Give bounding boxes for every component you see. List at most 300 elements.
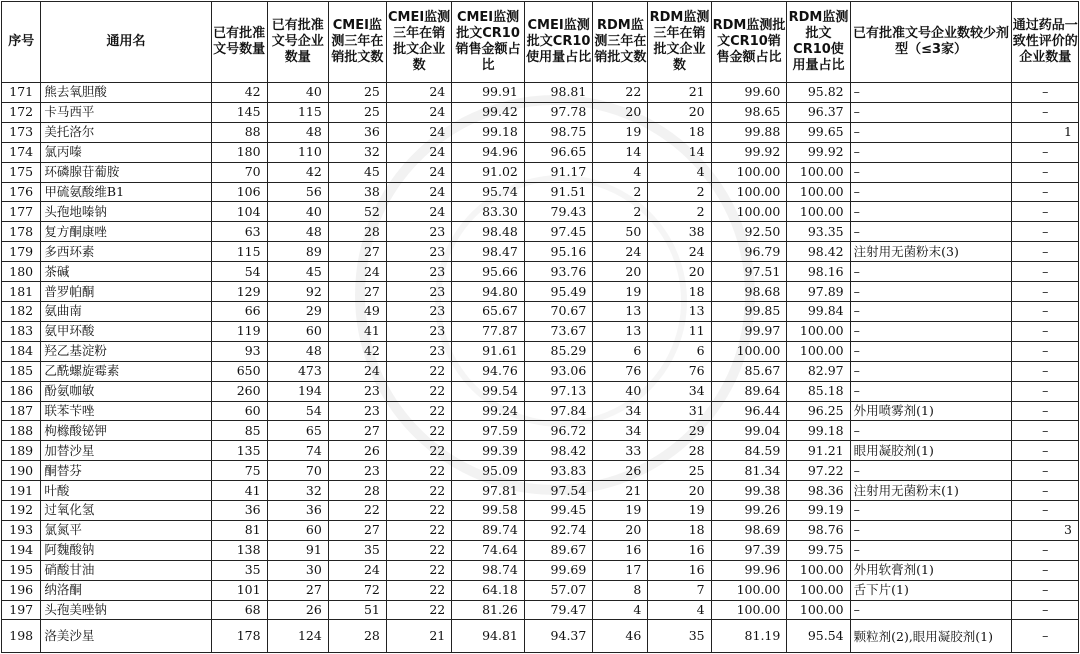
cmei-active-companies: 22 (386, 441, 451, 461)
cmei-cr10-usage-share: 98.75 (524, 122, 592, 142)
row-index: 171 (2, 83, 41, 103)
rdm-cr10-sales-share: 99.88 (711, 122, 787, 142)
consistency-eval-companies: – (1012, 262, 1079, 282)
approvals-count: 36 (211, 501, 267, 521)
cmei-active-approvals: 27 (328, 520, 386, 540)
row-index: 173 (2, 122, 41, 142)
rdm-cr10-usage-share: 98.76 (787, 520, 850, 540)
cmei-active-companies: 23 (386, 282, 451, 302)
col-header: CMEI监测批文CR10销售金额占比 (452, 2, 525, 83)
consistency-eval-companies: – (1012, 341, 1079, 361)
table-row (2, 83, 1079, 103)
rdm-cr10-usage-share: 100.00 (787, 162, 850, 182)
few-company-dosage-forms: 眼用凝胶剂(1) (850, 441, 1012, 461)
table-row (2, 501, 1079, 521)
few-company-dosage-forms: 舌下片(1) (850, 580, 1012, 600)
drug-name: 酚氨咖敏 (41, 381, 211, 401)
approval-companies: 45 (267, 262, 328, 282)
rdm-active-companies: 11 (648, 321, 711, 341)
row-index: 176 (2, 182, 41, 202)
col-header: 已有批准文号企业数量 (267, 2, 328, 83)
cmei-active-approvals: 35 (328, 540, 386, 560)
drug-name: 氯丙嗪 (41, 142, 211, 162)
cmei-cr10-usage-share: 97.78 (524, 102, 592, 122)
approval-companies: 74 (267, 441, 328, 461)
rdm-active-companies: 18 (648, 520, 711, 540)
rdm-cr10-usage-share: 100.00 (787, 600, 850, 620)
row-index: 186 (2, 381, 41, 401)
few-company-dosage-forms: – (850, 321, 1012, 341)
table-row (2, 301, 1079, 321)
few-company-dosage-forms: 注射用无菌粉末(1) (850, 481, 1012, 501)
row-index: 175 (2, 162, 41, 182)
rdm-cr10-usage-share: 100.00 (787, 560, 850, 580)
approval-companies: 194 (267, 381, 328, 401)
consistency-eval-companies: – (1012, 182, 1079, 202)
rdm-cr10-usage-share: 93.35 (787, 222, 850, 242)
approval-companies: 32 (267, 481, 328, 501)
drug-name: 氨甲环酸 (41, 321, 211, 341)
rdm-cr10-usage-share: 98.42 (787, 242, 850, 262)
few-company-dosage-forms: – (850, 461, 1012, 481)
table-row (2, 441, 1079, 461)
approvals-count: 135 (211, 441, 267, 461)
few-company-dosage-forms: – (850, 142, 1012, 162)
cmei-cr10-sales-share: 99.18 (452, 122, 525, 142)
cmei-active-approvals: 41 (328, 321, 386, 341)
rdm-active-approvals: 19 (593, 501, 648, 521)
cmei-active-approvals: 24 (328, 560, 386, 580)
cmei-cr10-sales-share: 89.74 (452, 520, 525, 540)
rdm-cr10-sales-share: 100.00 (711, 600, 787, 620)
table-row (2, 262, 1079, 282)
consistency-eval-companies: – (1012, 142, 1079, 162)
cmei-cr10-sales-share: 74.64 (452, 540, 525, 560)
row-index: 193 (2, 520, 41, 540)
rdm-active-companies: 2 (648, 202, 711, 222)
consistency-eval-companies: – (1012, 481, 1079, 501)
cmei-cr10-usage-share: 94.37 (524, 620, 592, 653)
cmei-cr10-sales-share: 98.74 (452, 560, 525, 580)
consistency-eval-companies: – (1012, 222, 1079, 242)
approvals-count: 129 (211, 282, 267, 302)
rdm-cr10-usage-share: 100.00 (787, 341, 850, 361)
rdm-active-approvals: 34 (593, 421, 648, 441)
approval-companies: 48 (267, 222, 328, 242)
rdm-active-companies: 16 (648, 540, 711, 560)
col-header: RDM监测批文CR10销售金额占比 (711, 2, 787, 83)
cmei-active-approvals: 28 (328, 222, 386, 242)
table-row (2, 600, 1079, 620)
cmei-cr10-usage-share: 93.06 (524, 361, 592, 381)
table-row (2, 580, 1079, 600)
cmei-active-approvals: 32 (328, 142, 386, 162)
drug-name: 洛美沙星 (41, 620, 211, 653)
rdm-cr10-usage-share: 100.00 (787, 182, 850, 202)
approvals-count: 85 (211, 421, 267, 441)
approvals-count: 60 (211, 401, 267, 421)
table-row (2, 361, 1079, 381)
table-row (2, 620, 1079, 653)
approvals-count: 178 (211, 620, 267, 653)
rdm-cr10-usage-share: 99.84 (787, 301, 850, 321)
drug-name: 头孢美唑钠 (41, 600, 211, 620)
cmei-active-approvals: 45 (328, 162, 386, 182)
cmei-active-approvals: 49 (328, 301, 386, 321)
consistency-eval-companies: – (1012, 560, 1079, 580)
rdm-cr10-sales-share: 92.50 (711, 222, 787, 242)
rdm-active-companies: 20 (648, 481, 711, 501)
table-row (2, 282, 1079, 302)
rdm-active-approvals: 13 (593, 321, 648, 341)
approval-companies: 56 (267, 182, 328, 202)
consistency-eval-companies: – (1012, 441, 1079, 461)
row-index: 180 (2, 262, 41, 282)
cmei-active-companies: 22 (386, 520, 451, 540)
row-index: 182 (2, 301, 41, 321)
rdm-active-approvals: 21 (593, 481, 648, 501)
approval-companies: 48 (267, 341, 328, 361)
table-row (2, 481, 1079, 501)
rdm-cr10-sales-share: 96.79 (711, 242, 787, 262)
rdm-cr10-usage-share: 82.97 (787, 361, 850, 381)
table-row (2, 122, 1079, 142)
cmei-cr10-usage-share: 93.76 (524, 262, 592, 282)
cmei-active-approvals: 36 (328, 122, 386, 142)
cmei-active-companies: 22 (386, 560, 451, 580)
cmei-cr10-usage-share: 79.43 (524, 202, 592, 222)
consistency-eval-companies: – (1012, 202, 1079, 222)
rdm-active-companies: 7 (648, 580, 711, 600)
cmei-active-companies: 22 (386, 501, 451, 521)
rdm-active-approvals: 20 (593, 520, 648, 540)
drug-name: 过氧化氢 (41, 501, 211, 521)
table-row (2, 182, 1079, 202)
cmei-cr10-usage-share: 91.51 (524, 182, 592, 202)
cmei-cr10-sales-share: 99.42 (452, 102, 525, 122)
rdm-cr10-sales-share: 98.65 (711, 102, 787, 122)
rdm-active-approvals: 26 (593, 461, 648, 481)
drug-name: 甲硫氨酸维B1 (41, 182, 211, 202)
rdm-cr10-sales-share: 85.67 (711, 361, 787, 381)
col-header: 已有批准文号企业数较少剂型（≤3家） (850, 2, 1012, 83)
col-header: CMEI监测三年在销批文企业数 (386, 2, 451, 83)
drug-name: 头孢地嗪钠 (41, 202, 211, 222)
row-index: 189 (2, 441, 41, 461)
row-index: 187 (2, 401, 41, 421)
consistency-eval-companies: – (1012, 620, 1079, 653)
rdm-cr10-sales-share: 98.69 (711, 520, 787, 540)
row-index: 197 (2, 600, 41, 620)
col-header: CMEI监测三年在销批文数 (328, 2, 386, 83)
row-index: 188 (2, 421, 41, 441)
rdm-cr10-sales-share: 99.92 (711, 142, 787, 162)
rdm-active-approvals: 46 (593, 620, 648, 653)
cmei-active-companies: 22 (386, 421, 451, 441)
few-company-dosage-forms: – (850, 282, 1012, 302)
rdm-active-companies: 21 (648, 83, 711, 103)
drug-name: 美托洛尔 (41, 122, 211, 142)
drug-name: 普罗帕酮 (41, 282, 211, 302)
approvals-count: 119 (211, 321, 267, 341)
rdm-active-companies: 38 (648, 222, 711, 242)
table-row (2, 321, 1079, 341)
rdm-cr10-sales-share: 81.19 (711, 620, 787, 653)
rdm-cr10-usage-share: 95.82 (787, 83, 850, 103)
approval-companies: 26 (267, 600, 328, 620)
rdm-cr10-sales-share: 98.68 (711, 282, 787, 302)
cmei-active-approvals: 22 (328, 501, 386, 521)
drug-name: 卡马西平 (41, 102, 211, 122)
cmei-cr10-sales-share: 95.74 (452, 182, 525, 202)
cmei-active-companies: 22 (386, 401, 451, 421)
rdm-cr10-usage-share: 96.25 (787, 401, 850, 421)
rdm-active-companies: 76 (648, 361, 711, 381)
approval-companies: 70 (267, 461, 328, 481)
rdm-cr10-sales-share: 97.51 (711, 262, 787, 282)
cmei-cr10-sales-share: 77.87 (452, 321, 525, 341)
cmei-active-companies: 22 (386, 600, 451, 620)
rdm-active-companies: 18 (648, 122, 711, 142)
drug-name: 多西环素 (41, 242, 211, 262)
cmei-active-companies: 24 (386, 162, 451, 182)
cmei-active-approvals: 42 (328, 341, 386, 361)
rdm-active-approvals: 19 (593, 122, 648, 142)
approvals-count: 93 (211, 341, 267, 361)
cmei-active-companies: 22 (386, 580, 451, 600)
cmei-active-approvals: 23 (328, 381, 386, 401)
table-row (2, 520, 1079, 540)
few-company-dosage-forms: 外用喷雾剂(1) (850, 401, 1012, 421)
rdm-cr10-usage-share: 100.00 (787, 580, 850, 600)
cmei-cr10-usage-share: 73.67 (524, 321, 592, 341)
cmei-cr10-usage-share: 96.72 (524, 421, 592, 441)
cmei-active-approvals: 38 (328, 182, 386, 202)
rdm-active-approvals: 16 (593, 540, 648, 560)
row-index: 177 (2, 202, 41, 222)
approval-companies: 60 (267, 520, 328, 540)
rdm-cr10-usage-share: 98.16 (787, 262, 850, 282)
drug-table (1, 1, 1079, 653)
approvals-count: 41 (211, 481, 267, 501)
rdm-active-companies: 29 (648, 421, 711, 441)
col-header: CMEI监测批文CR10使用量占比 (524, 2, 592, 83)
approvals-count: 70 (211, 162, 267, 182)
approval-companies: 89 (267, 242, 328, 262)
col-header: 通过药品一致性评价的企业数量 (1012, 2, 1079, 83)
rdm-active-approvals: 13 (593, 301, 648, 321)
cmei-cr10-usage-share: 97.54 (524, 481, 592, 501)
cmei-active-approvals: 24 (328, 361, 386, 381)
cmei-active-companies: 24 (386, 102, 451, 122)
row-index: 194 (2, 540, 41, 560)
cmei-active-companies: 23 (386, 222, 451, 242)
approval-companies: 36 (267, 501, 328, 521)
rdm-active-companies: 2 (648, 182, 711, 202)
cmei-active-approvals: 27 (328, 242, 386, 262)
rdm-active-approvals: 22 (593, 83, 648, 103)
consistency-eval-companies: 3 (1012, 520, 1079, 540)
cmei-cr10-usage-share: 70.67 (524, 301, 592, 321)
approvals-count: 68 (211, 600, 267, 620)
approvals-count: 35 (211, 560, 267, 580)
drug-name: 氨曲南 (41, 301, 211, 321)
table-row (2, 102, 1079, 122)
rdm-cr10-sales-share: 100.00 (711, 202, 787, 222)
table-row (2, 461, 1079, 481)
cmei-cr10-usage-share: 57.07 (524, 580, 592, 600)
approvals-count: 101 (211, 580, 267, 600)
cmei-cr10-sales-share: 64.18 (452, 580, 525, 600)
cmei-cr10-usage-share: 85.29 (524, 341, 592, 361)
rdm-active-approvals: 20 (593, 102, 648, 122)
col-header: 序号 (2, 2, 41, 83)
rdm-cr10-usage-share: 99.75 (787, 540, 850, 560)
rdm-cr10-usage-share: 85.18 (787, 381, 850, 401)
consistency-eval-companies: 1 (1012, 122, 1079, 142)
rdm-active-approvals: 33 (593, 441, 648, 461)
col-header: 通用名 (41, 2, 211, 83)
few-company-dosage-forms: 注射用无菌粉末(3) (850, 242, 1012, 262)
few-company-dosage-forms: – (850, 202, 1012, 222)
row-index: 183 (2, 321, 41, 341)
approval-companies: 60 (267, 321, 328, 341)
rdm-active-approvals: 40 (593, 381, 648, 401)
rdm-cr10-sales-share: 99.96 (711, 560, 787, 580)
consistency-eval-companies: – (1012, 162, 1079, 182)
row-index: 184 (2, 341, 41, 361)
cmei-active-companies: 23 (386, 321, 451, 341)
table-row (2, 242, 1079, 262)
rdm-active-companies: 4 (648, 600, 711, 620)
drug-name: 羟乙基淀粉 (41, 341, 211, 361)
approvals-count: 180 (211, 142, 267, 162)
cmei-active-approvals: 52 (328, 202, 386, 222)
rdm-cr10-usage-share: 99.92 (787, 142, 850, 162)
rdm-cr10-usage-share: 97.89 (787, 282, 850, 302)
approvals-count: 104 (211, 202, 267, 222)
approval-companies: 42 (267, 162, 328, 182)
cmei-active-companies: 22 (386, 461, 451, 481)
approval-companies: 92 (267, 282, 328, 302)
rdm-cr10-usage-share: 99.65 (787, 122, 850, 142)
rdm-active-approvals: 19 (593, 282, 648, 302)
few-company-dosage-forms: – (850, 381, 1012, 401)
rdm-active-companies: 18 (648, 282, 711, 302)
cmei-cr10-sales-share: 99.58 (452, 501, 525, 521)
row-index: 178 (2, 222, 41, 242)
rdm-cr10-sales-share: 96.44 (711, 401, 787, 421)
cmei-cr10-usage-share: 92.74 (524, 520, 592, 540)
consistency-eval-companies: – (1012, 361, 1079, 381)
cmei-active-approvals: 26 (328, 441, 386, 461)
cmei-cr10-usage-share: 97.84 (524, 401, 592, 421)
approval-companies: 48 (267, 122, 328, 142)
table-row (2, 142, 1079, 162)
approval-companies: 40 (267, 83, 328, 103)
rdm-active-companies: 20 (648, 262, 711, 282)
rdm-active-companies: 19 (648, 501, 711, 521)
approval-companies: 65 (267, 421, 328, 441)
cmei-cr10-sales-share: 98.48 (452, 222, 525, 242)
cmei-cr10-sales-share: 91.61 (452, 341, 525, 361)
few-company-dosage-forms: – (850, 341, 1012, 361)
rdm-cr10-usage-share: 95.54 (787, 620, 850, 653)
header-row (2, 2, 1079, 83)
rdm-cr10-sales-share: 99.26 (711, 501, 787, 521)
approvals-count: 650 (211, 361, 267, 381)
drug-name: 硝酸甘油 (41, 560, 211, 580)
consistency-eval-companies: – (1012, 600, 1079, 620)
drug-name: 阿魏酸钠 (41, 540, 211, 560)
drug-name: 纳洛酮 (41, 580, 211, 600)
cmei-cr10-usage-share: 96.65 (524, 142, 592, 162)
few-company-dosage-forms: – (850, 520, 1012, 540)
few-company-dosage-forms: 外用软膏剂(1) (850, 560, 1012, 580)
cmei-cr10-sales-share: 95.09 (452, 461, 525, 481)
cmei-active-companies: 23 (386, 262, 451, 282)
cmei-cr10-usage-share: 79.47 (524, 600, 592, 620)
cmei-cr10-sales-share: 99.24 (452, 401, 525, 421)
approvals-count: 66 (211, 301, 267, 321)
drug-name: 氯氮平 (41, 520, 211, 540)
cmei-active-companies: 24 (386, 122, 451, 142)
row-index: 181 (2, 282, 41, 302)
cmei-active-approvals: 25 (328, 83, 386, 103)
cmei-cr10-sales-share: 94.96 (452, 142, 525, 162)
cmei-cr10-sales-share: 98.47 (452, 242, 525, 262)
rdm-active-approvals: 17 (593, 560, 648, 580)
rdm-active-companies: 4 (648, 162, 711, 182)
table-row (2, 222, 1079, 242)
row-index: 192 (2, 501, 41, 521)
rdm-active-approvals: 20 (593, 262, 648, 282)
approval-companies: 473 (267, 361, 328, 381)
few-company-dosage-forms: – (850, 540, 1012, 560)
cmei-cr10-sales-share: 94.81 (452, 620, 525, 653)
few-company-dosage-forms: – (850, 182, 1012, 202)
approvals-count: 75 (211, 461, 267, 481)
rdm-active-companies: 20 (648, 102, 711, 122)
approvals-count: 138 (211, 540, 267, 560)
cmei-cr10-sales-share: 65.67 (452, 301, 525, 321)
cmei-cr10-usage-share: 98.81 (524, 83, 592, 103)
rdm-active-companies: 14 (648, 142, 711, 162)
consistency-eval-companies: – (1012, 580, 1079, 600)
approval-companies: 40 (267, 202, 328, 222)
approvals-count: 42 (211, 83, 267, 103)
table-row (2, 202, 1079, 222)
cmei-active-approvals: 24 (328, 262, 386, 282)
row-index: 190 (2, 461, 41, 481)
rdm-active-approvals: 50 (593, 222, 648, 242)
rdm-active-approvals: 14 (593, 142, 648, 162)
cmei-active-approvals: 51 (328, 600, 386, 620)
row-index: 198 (2, 620, 41, 653)
rdm-cr10-sales-share: 84.59 (711, 441, 787, 461)
approvals-count: 115 (211, 242, 267, 262)
few-company-dosage-forms: – (850, 301, 1012, 321)
rdm-cr10-sales-share: 99.97 (711, 321, 787, 341)
drug-name: 加替沙星 (41, 441, 211, 461)
approval-companies: 30 (267, 560, 328, 580)
cmei-active-approvals: 23 (328, 461, 386, 481)
few-company-dosage-forms: – (850, 83, 1012, 103)
few-company-dosage-forms: – (850, 162, 1012, 182)
cmei-cr10-usage-share: 97.13 (524, 381, 592, 401)
cmei-active-approvals: 28 (328, 481, 386, 501)
cmei-active-companies: 24 (386, 83, 451, 103)
